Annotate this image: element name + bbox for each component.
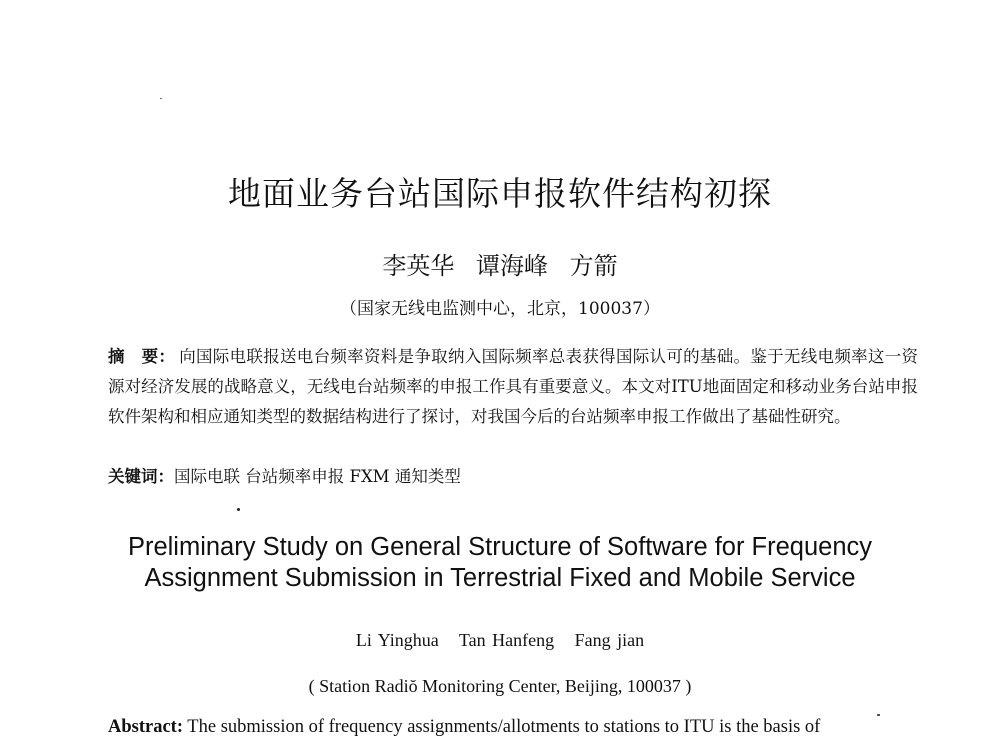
- chinese-author: 李英华: [382, 252, 455, 280]
- english-author: Fang jian: [574, 630, 645, 650]
- chinese-keywords-text: 国际电联 台站频率申报 FXM 通知类型: [174, 467, 461, 486]
- english-title: [0, 532, 1000, 594]
- english-abstract-text: The submission of frequency assignments/allotments to stations to ITU is the basis of: [183, 717, 821, 737]
- scan-speck: [877, 714, 880, 716]
- english-abstract: [108, 717, 918, 738]
- english-title-line: Assignment Submission in Terrestrial Fixed and Mobile Service: [144, 564, 856, 592]
- english-title-line: Preliminary Study on General Structure of Software for Frequency: [127, 533, 873, 561]
- chinese-keywords: [108, 462, 918, 492]
- chinese-abstract-text: 向国际电联报送电台频率资料是争取纳入国际频率总表获得国际认可的基础。鉴于无线电频率这一资源对经济发展的战略意义，无线电台站频率的申报工作具有重要意义。本文对ITU地面固定和移动业务台站申报软件架构和相应通知类型的数据结构进行了探讨，对我国今后的台站频率申报工作做出了基础性研究。: [108, 347, 919, 426]
- chinese-keywords-label: 关键词：: [108, 467, 174, 486]
- chinese-author: 方箭: [569, 252, 618, 280]
- chinese-abstract-label: 摘 要：: [108, 347, 176, 366]
- english-author: Li Yinghua: [355, 630, 439, 650]
- chinese-affiliation: （国家无线电监测中心，北京，100037）: [340, 299, 660, 319]
- scan-speck: [160, 98, 162, 99]
- chinese-title: 地面业务台站国际申报软件结构初探: [228, 174, 772, 213]
- chinese-author: 谭海峰: [476, 252, 548, 280]
- scan-dot: [237, 508, 240, 511]
- english-abstract-label: Abstract:: [108, 717, 184, 737]
- english-affiliation: ( Station Radiŏ Monitoring Center, Beijing, 100037 ): [308, 676, 692, 696]
- chinese-abstract: [108, 342, 918, 432]
- english-author: Tan Hanfeng: [458, 630, 555, 650]
- english-authors: [0, 630, 1000, 651]
- chinese-authors: [0, 246, 1000, 281]
